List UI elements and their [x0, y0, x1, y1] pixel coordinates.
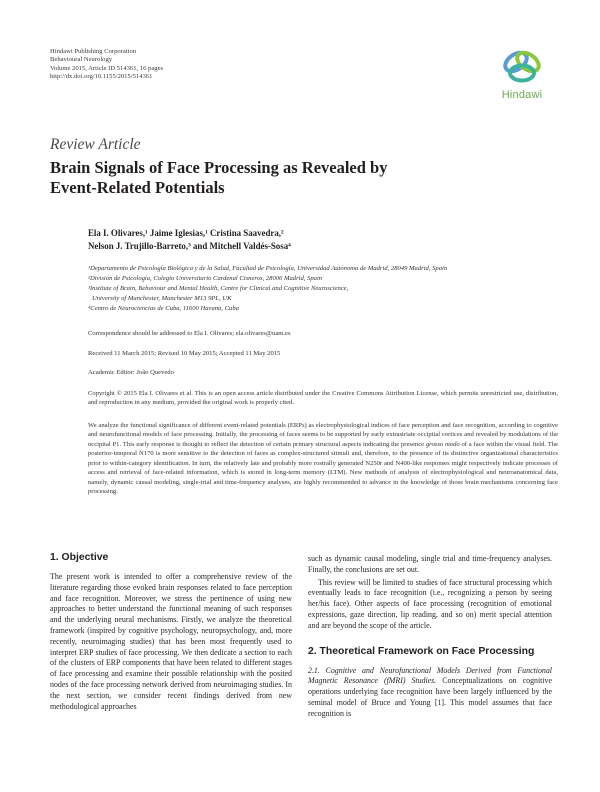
section-heading: 2. Theoretical Framework on Face Processing [308, 645, 535, 657]
article-title [50, 158, 470, 197]
hindawi-logo [492, 46, 552, 101]
body-paragraph [308, 666, 552, 720]
body-paragraph: The present work is intended to offer a comprehensive review of the literature regarding those evoked brain responses related to face perception and face recognition. Moreover, we stress the pertinence of using new approaches to better understand the functional meaning of such responses and the underlying neural mechanisms. Firstly, we analyze the theoretical framework (inspired by cognitive psychology, neuropsychology, and, more recently, neuroimaging studies) that has been most frequently used to interpret ERP studies of face processing. We then dedicate a section to each of the clusters of ERP components that have been related to different stages of face processing and examine their possible relationship with the posited nodes of the face processing network derived from neuroimaging studies. In the next section, we consider recent findings derived from new methodological approaches [50, 572, 292, 711]
abstract-emphasis: grosso modo [425, 440, 460, 448]
volume-line: Volume 2015, Article ID 514361, 16 pages [50, 64, 164, 72]
affiliations [88, 264, 558, 314]
publisher-name: Hindawi Publishing Corporation [50, 48, 137, 55]
doi-link[interactable]: http://dx.doi.org/10.1155/2015/514361 [50, 73, 153, 81]
article-dates: Received 11 March 2015; Revised 10 May 2015; Accepted 11 May 2015 [88, 350, 281, 357]
title-line: Brain Signals of Face Processing as Revealed by [50, 158, 388, 177]
authors-line: Ela I. Olivares,¹ Jaime Iglesias,¹ Cristina Saavedra,² [88, 228, 284, 238]
affiliation: ²División de Psicología, Colegio Universitario Cardenal Cisneros, 28006 Madrid, Spain [88, 275, 323, 282]
academic-editor: Academic Editor: João Quevedo [88, 369, 174, 376]
abstract-text: of a face within the visual field. The posterior-temporal N170 is more sensitive to the detection of faces as complex-structured stimuli and, therefore, to the presence of its distinctive organizational characteristics prior to within-category identification. In turn, the relatively late and probably more rostrally generated N250r and N400-like responses might respectively indicate processes of access and retrieval of face-related information, which is stored in long-term memory (LTM). New methods of analysis of electrophysiological and neuroanatomical data, namely, dynamic causal modeling, single-trial and time-frequency analyses, are highly recommended to advance in the knowledge of those brain mechanisms concerning face processing. [88, 440, 558, 496]
affiliation: ⁴Centro de Neurociencias de Cuba, 11600 Havana, Cuba [88, 305, 239, 312]
section-heading: 1. Objective [50, 552, 109, 563]
body-text: Conceptualizations on cognitive operations underlying face recognition have been largely influenced by the seminal model of Bruce and Young [1]. This model assumes that face recognition is [308, 676, 552, 718]
journal-meta [50, 48, 163, 82]
affiliation: ³Institute of Brain, Behaviour and Mental Health, Centre for Clinical and Cognitive Neuroscience, [88, 285, 349, 292]
author-list [88, 227, 508, 252]
body-paragraph: This review will be limited to studies of face structural processing which eventually leads to face recognition (i.e., recognizing a person by seeing her/his face). Other aspects of face processing (recognition of emotional expressions, gaze direction, lip reading, and so on) merit special attention and are beyond the scope of the article. [308, 577, 552, 630]
abstract [88, 421, 558, 497]
authors-line: Nelson J. Trujillo-Barreto,³ and Mitchell Valdés-Sosa⁴ [88, 240, 291, 251]
affiliation: University of Manchester, Manchester M13 9PL, UK [92, 295, 232, 302]
copyright-notice: Copyright © 2015 Ela I. Olivares et al. This is an open access article distributed under the Creative Commons Attribution License, which permits unrestricted use, distribution, and reproduction in any medium, provided the original work is properly cited. [88, 390, 558, 407]
journal-name: Behavioural Neurology [50, 56, 113, 64]
abstract-text: We analyze the functional significance of different event-related potentials (ERPs) as electrophysiological indices of face perception and face recognition, according to cognitive and neurofunctional models of face processing. Initially, the processing of faces seems to be supported by early extrastriate occipital cortices and revealed by modulations of the occipital P1. This early response is thought to reflect the detection of certain primary structural aspects indicating the presence [88, 422, 558, 448]
right-column [308, 554, 552, 720]
article-type: Review Article [50, 136, 141, 153]
title-line: Event-Related Potentials [50, 177, 225, 197]
body-paragraph: such as dynamic causal modeling, single trial and time-frequency analyses. Finally, the conclusions are set out. [308, 554, 552, 574]
affiliation: ¹Departamento de Psicología Biológica y de la Salud, Facultad de Psicología, Universidad Autónoma de Madrid, 28049 Madrid, Spain [88, 265, 448, 272]
hindawi-logo-icon [500, 46, 544, 88]
logo-text: Hindawi [501, 89, 543, 101]
left-column [50, 552, 292, 712]
correspondence: Correspondence should be addressed to Ela I. Olivares; ela.olivares@uam.es [88, 330, 291, 337]
subsection-heading: 2.1. Cognitive and Neurofunctional Models Derived from Functional Magnetic Resonance (fMRI) Studies. [308, 665, 552, 686]
